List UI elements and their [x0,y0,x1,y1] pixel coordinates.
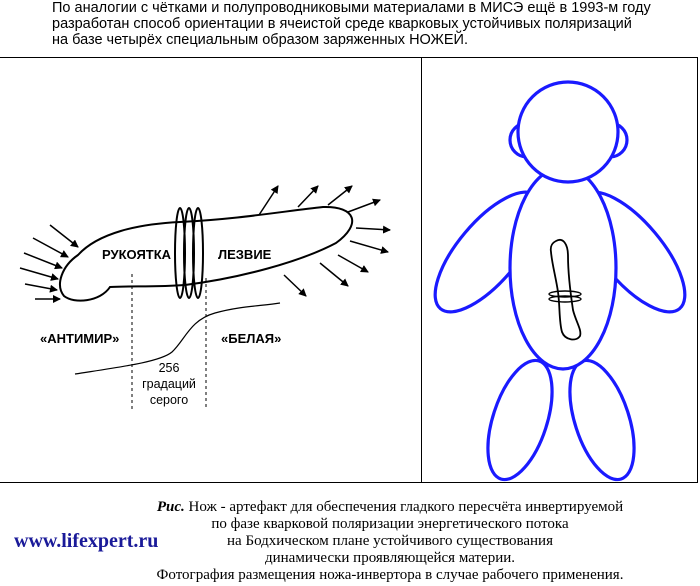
outgoing-arrows [259,186,390,296]
antiworld-label: «АНТИМИР» [40,331,120,346]
handle-label: РУКОЯТКА [102,247,172,262]
caption-line-5: Фотография размещения ножа-инвертора в случае рабочего применения. [156,567,624,583]
gradations-grey: серого [149,393,189,407]
intro-line-3: на базе четырёх специальным образом заряженных НОЖЕЙ. [52,32,469,48]
gradations-word: градаций [142,377,196,391]
figure-head [518,82,618,182]
placement-figure [417,82,700,487]
caption-line-2: по фазе кварковой поляризации энергетического потока [211,516,569,532]
caption-line-1 [110,499,670,516]
figure-caption [110,499,670,584]
caption-line-4: динамически проявляющейся материи. [265,550,515,566]
caption-fig-label: Рис. [156,499,185,515]
figure-body [510,167,616,369]
white-label: «БЕЛАЯ» [221,331,282,346]
site-link[interactable]: www.lifexpert.ru [14,530,159,552]
intro-line-1: По аналогии с чётками и полупроводниковыми материалами в МИСЭ ещё в 1993-м году [52,0,651,16]
gradations-number: 256 [158,361,180,375]
blade-label: ЛЕЗВИЕ [218,247,272,262]
figure-left-leg [475,353,565,488]
figure-right-leg [557,353,647,488]
caption-line-3: на Бодхическом плане устойчивого существования [227,533,553,549]
caption-text-1: Нож - артефакт для обеспечения гладкого пересчёта инвертируемой [188,499,624,515]
intro-line-2: разработан способ ориентации в ячеистой среде кварковых устойчивых поляризаций [52,16,632,32]
